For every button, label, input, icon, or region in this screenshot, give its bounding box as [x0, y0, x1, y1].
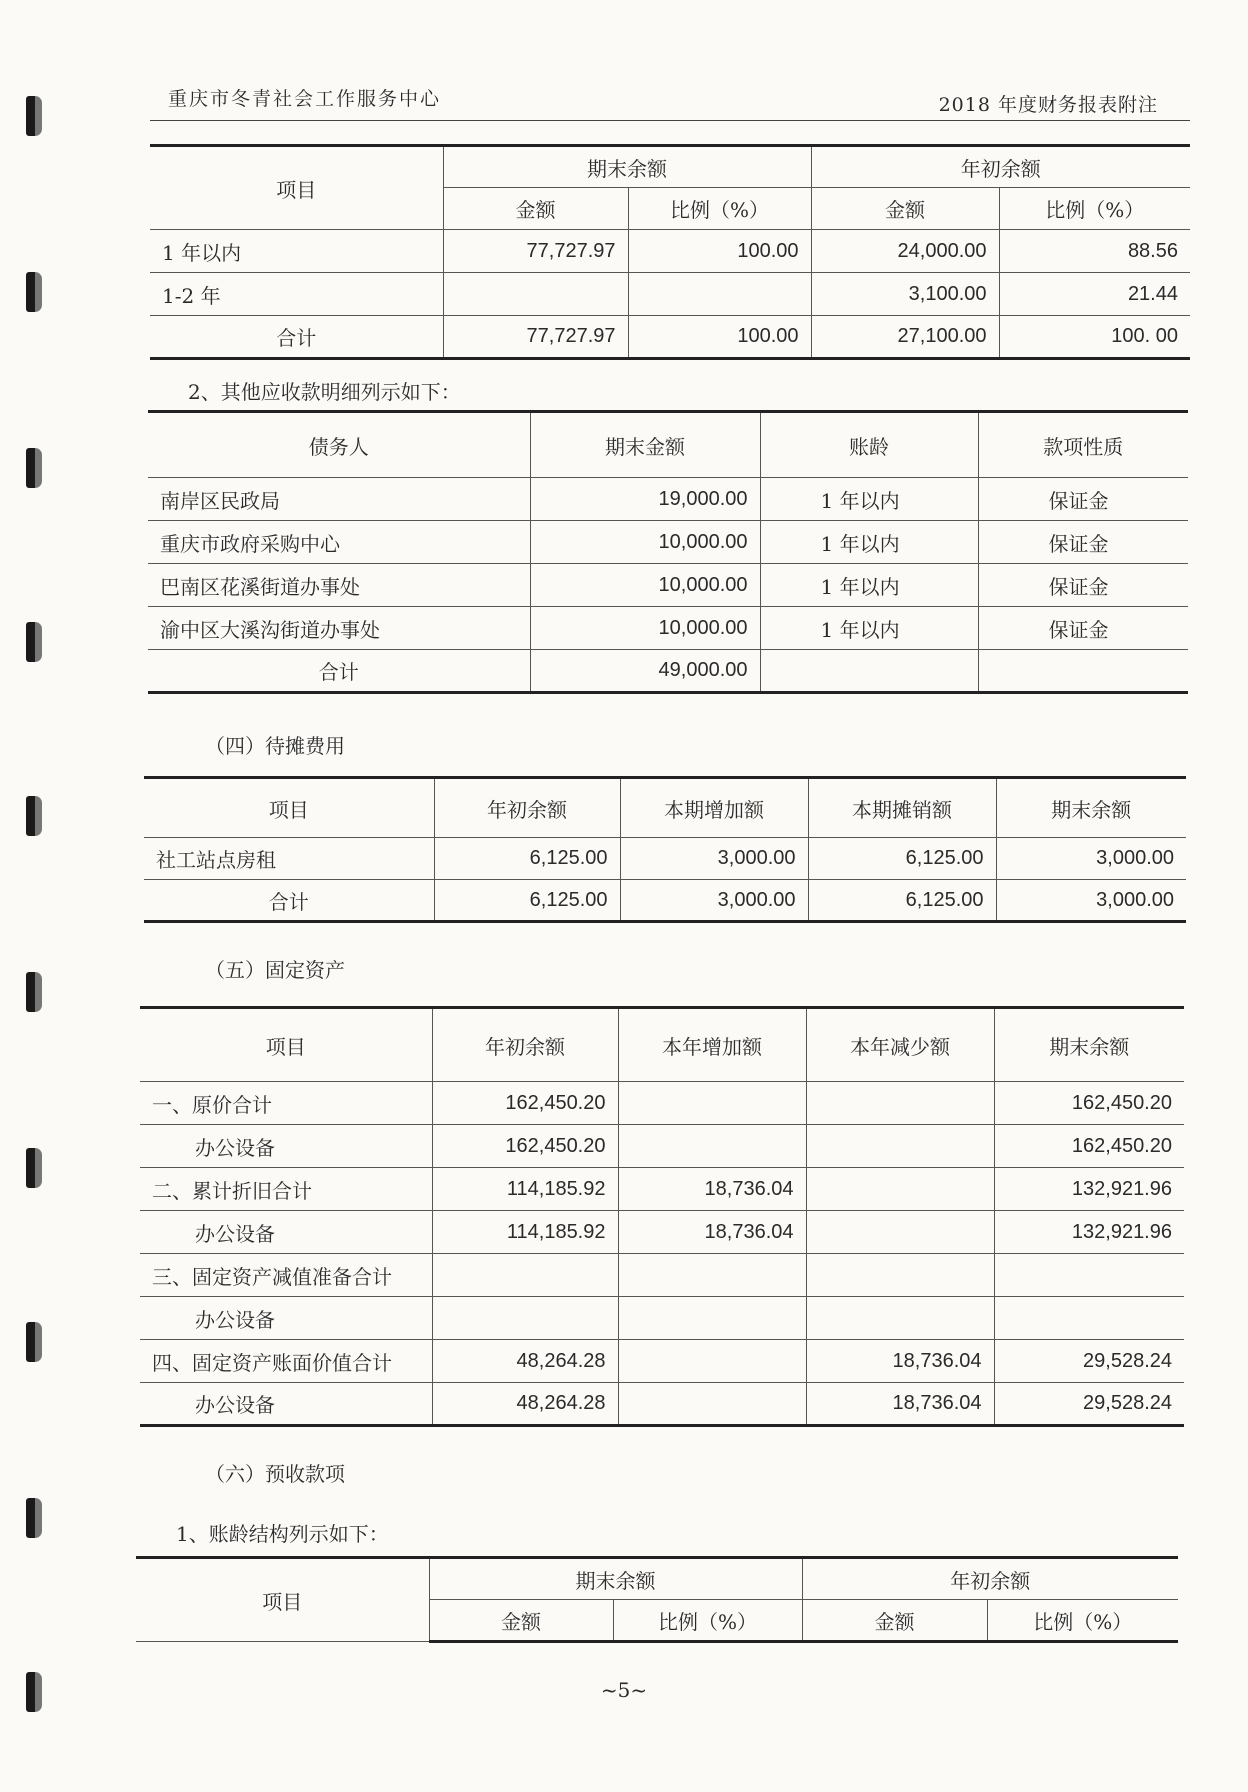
header-begin-balance: 年初余额	[432, 1008, 618, 1082]
begin-ratio: 21.44	[999, 273, 1190, 316]
header-end-balance: 期末余额	[996, 778, 1186, 838]
increase: 18,736.04	[618, 1168, 806, 1211]
amortization: 6,125.00	[808, 838, 996, 880]
begin-balance: 114,185.92	[432, 1211, 618, 1254]
table-row	[150, 230, 1190, 273]
header-aging: 账龄	[760, 412, 978, 478]
end-amount	[443, 273, 628, 316]
section-title-advance-receipts: （六）预收款项	[205, 1462, 345, 1486]
increase	[618, 1254, 806, 1297]
decrease	[806, 1082, 994, 1125]
end-balance: 3,000.00	[996, 838, 1186, 880]
end-ratio: 100.00	[628, 230, 811, 273]
section-title-other-receivables: 2、其他应收款明细列示如下：	[188, 380, 461, 404]
section-subtitle-aging-structure: 1、账龄结构列示如下：	[176, 1522, 389, 1546]
header-increase: 本期增加额	[620, 778, 808, 838]
header-ratio: 比例（%）	[987, 1600, 1178, 1642]
decrease	[806, 1125, 994, 1168]
row-label: 办公设备	[140, 1297, 432, 1340]
decrease	[806, 1211, 994, 1254]
header-end-balance: 期末余额	[443, 146, 811, 188]
increase: 18,736.04	[618, 1211, 806, 1254]
row-label: 合计	[150, 316, 443, 359]
binder-hole	[26, 972, 42, 1012]
binder-hole	[26, 448, 42, 488]
amount: 10,000.00	[530, 521, 760, 564]
header-divider	[150, 120, 1190, 121]
header-item: 项目	[136, 1558, 429, 1642]
end-balance: 132,921.96	[994, 1211, 1184, 1254]
header-amount: 金额	[811, 188, 999, 230]
amortization: 6,125.00	[808, 880, 996, 922]
table-row	[150, 316, 1190, 359]
row-label: 三、固定资产减值准备合计	[140, 1254, 432, 1297]
decrease	[806, 1168, 994, 1211]
increase	[618, 1082, 806, 1125]
table-row	[150, 273, 1190, 316]
advance-receipts-table	[136, 1556, 1178, 1643]
fixed-assets-table	[140, 1006, 1184, 1427]
end-balance: 29,528.24	[994, 1340, 1184, 1383]
binder-hole	[26, 1322, 42, 1362]
decrease	[806, 1297, 994, 1340]
header-amount: 金额	[443, 188, 628, 230]
amount: 10,000.00	[530, 564, 760, 607]
end-balance	[994, 1297, 1184, 1340]
header-begin-balance: 年初余额	[802, 1558, 1178, 1600]
section-title-fixed-assets: （五）固定资产	[205, 958, 345, 982]
organization-name: 重庆市冬青社会工作服务中心	[168, 88, 442, 110]
header-end-balance: 期末余额	[994, 1008, 1184, 1082]
increase	[618, 1125, 806, 1168]
nature: 保证金	[978, 607, 1188, 650]
header-ratio: 比例（%）	[999, 188, 1190, 230]
row-label: 社工站点房租	[144, 838, 434, 880]
row-label: 合计	[144, 880, 434, 922]
nature: 保证金	[978, 478, 1188, 521]
table-row	[140, 1340, 1184, 1383]
other-receivables-table	[148, 410, 1188, 694]
binder-hole	[26, 1148, 42, 1188]
begin-ratio: 100. 00	[999, 316, 1190, 359]
row-label: 1-2 年	[150, 273, 443, 316]
page-number: ~5~	[600, 1678, 648, 1702]
table-row	[148, 607, 1188, 650]
debtor: 南岸区民政局	[148, 478, 530, 521]
nature: 保证金	[978, 521, 1188, 564]
binder-hole	[26, 622, 42, 662]
deferred-expenses-table	[144, 776, 1186, 923]
header-amount: 金额	[429, 1600, 613, 1642]
report-title: 2018 年度财务报表附注	[938, 94, 1158, 116]
begin-balance: 6,125.00	[434, 838, 620, 880]
total-amount: 49,000.00	[530, 650, 760, 693]
header-nature: 款项性质	[978, 412, 1188, 478]
header-item: 项目	[144, 778, 434, 838]
increase: 3,000.00	[620, 880, 808, 922]
nature: 保证金	[978, 564, 1188, 607]
table-row	[148, 564, 1188, 607]
begin-amount: 24,000.00	[811, 230, 999, 273]
amount: 19,000.00	[530, 478, 760, 521]
table-row	[140, 1168, 1184, 1211]
aging: 1 年以内	[760, 478, 978, 521]
header-amount: 金额	[802, 1600, 987, 1642]
table-row	[140, 1125, 1184, 1168]
end-amount: 77,727.97	[443, 316, 628, 359]
row-label: 二、累计折旧合计	[140, 1168, 432, 1211]
end-balance: 132,921.96	[994, 1168, 1184, 1211]
header-decrease: 本年减少额	[806, 1008, 994, 1082]
header-ratio: 比例（%）	[628, 188, 811, 230]
row-label: 四、固定资产账面价值合计	[140, 1340, 432, 1383]
begin-balance: 48,264.28	[432, 1340, 618, 1383]
table-row	[148, 650, 1188, 693]
aging: 1 年以内	[760, 607, 978, 650]
decrease	[806, 1254, 994, 1297]
header-ratio: 比例（%）	[613, 1600, 802, 1642]
header-begin-balance: 年初余额	[811, 146, 1190, 188]
increase	[618, 1340, 806, 1383]
header-increase: 本年增加额	[618, 1008, 806, 1082]
header-amortization: 本期摊销额	[808, 778, 996, 838]
aging: 1 年以内	[760, 521, 978, 564]
header-end-balance: 期末余额	[429, 1558, 802, 1600]
row-label: 办公设备	[140, 1383, 432, 1426]
row-label: 1 年以内	[150, 230, 443, 273]
header-begin-balance: 年初余额	[434, 778, 620, 838]
table-row	[140, 1383, 1184, 1426]
begin-balance: 114,185.92	[432, 1168, 618, 1211]
table-row	[140, 1082, 1184, 1125]
increase: 3,000.00	[620, 838, 808, 880]
table-row	[148, 521, 1188, 564]
end-balance	[994, 1254, 1184, 1297]
end-amount: 77,727.97	[443, 230, 628, 273]
receivables-aging-table	[150, 144, 1190, 360]
table-row	[144, 880, 1186, 922]
decrease: 18,736.04	[806, 1340, 994, 1383]
begin-ratio: 88.56	[999, 230, 1190, 273]
binder-hole	[26, 796, 42, 836]
table-row	[140, 1211, 1184, 1254]
empty-cell	[978, 650, 1188, 693]
end-balance: 29,528.24	[994, 1383, 1184, 1426]
row-label: 一、原价合计	[140, 1082, 432, 1125]
row-label: 办公设备	[140, 1125, 432, 1168]
increase	[618, 1297, 806, 1340]
header-item: 项目	[140, 1008, 432, 1082]
begin-balance: 48,264.28	[432, 1383, 618, 1426]
table-row	[148, 478, 1188, 521]
binder-hole	[26, 96, 42, 136]
table-row	[144, 838, 1186, 880]
table-row	[140, 1254, 1184, 1297]
end-ratio	[628, 273, 811, 316]
empty-cell	[760, 650, 978, 693]
begin-balance: 162,450.20	[432, 1082, 618, 1125]
begin-balance: 162,450.20	[432, 1125, 618, 1168]
decrease: 18,736.04	[806, 1383, 994, 1426]
begin-balance: 6,125.00	[434, 880, 620, 922]
begin-amount: 27,100.00	[811, 316, 999, 359]
begin-amount: 3,100.00	[811, 273, 999, 316]
end-balance: 3,000.00	[996, 880, 1186, 922]
end-balance: 162,450.20	[994, 1082, 1184, 1125]
total-label: 合计	[148, 650, 530, 693]
amount: 10,000.00	[530, 607, 760, 650]
debtor: 渝中区大溪沟街道办事处	[148, 607, 530, 650]
header-amount: 期末金额	[530, 412, 760, 478]
binder-hole	[26, 272, 42, 312]
end-ratio: 100.00	[628, 316, 811, 359]
header-item: 项目	[150, 146, 443, 230]
aging: 1 年以内	[760, 564, 978, 607]
row-label: 办公设备	[140, 1211, 432, 1254]
increase	[618, 1383, 806, 1426]
begin-balance	[432, 1297, 618, 1340]
debtor: 重庆市政府采购中心	[148, 521, 530, 564]
header-debtor: 债务人	[148, 412, 530, 478]
section-title-deferred-expenses: （四）待摊费用	[205, 734, 345, 758]
end-balance: 162,450.20	[994, 1125, 1184, 1168]
debtor: 巴南区花溪街道办事处	[148, 564, 530, 607]
begin-balance	[432, 1254, 618, 1297]
table-row	[140, 1297, 1184, 1340]
binder-hole	[26, 1498, 42, 1538]
